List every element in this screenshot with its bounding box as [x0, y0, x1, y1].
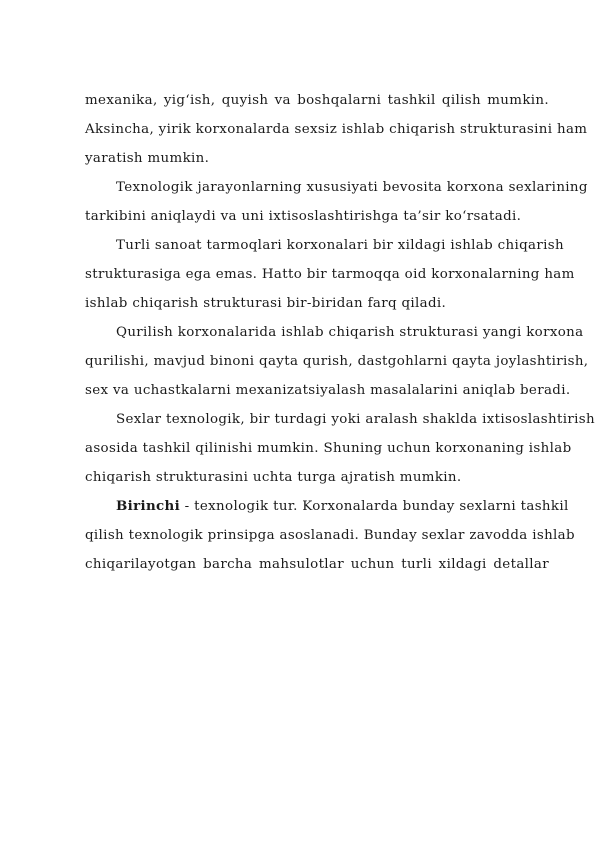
bold-term-birinchi: Birinchi — [116, 498, 181, 514]
text-body — [85, 86, 595, 492]
text-line: Qurilish korxonalarida ishlab chiqarish strukturasi yangi korxona — [116, 325, 584, 340]
text-line: Aksincha, yirik korxonalarda sexsiz ishlab chiqarish strukturasini ham — [85, 122, 588, 137]
text-line: Turli sanoat tarmoqlari korxonalari bir xildagi ishlab chiqarish — [116, 238, 564, 253]
paragraph-birinchi-line-1 — [85, 492, 569, 521]
text-line: qurilishi, mavjud binoni qayta qurish, dastgohlarni qayta joylashtirish, — [85, 354, 589, 369]
text-line: Sexlar texnologik, bir turdagi yoki aralash shaklda ixtisoslashtirish — [116, 412, 595, 427]
text-line: chiqarish strukturasini uchta turga ajratish mumkin. — [85, 470, 462, 485]
text-line: asosida tashkil qilinishi mumkin. Shuning uchun korxonaning ishlab — [85, 441, 572, 456]
text-line: tarkibini aniqlaydi va uni ixtisoslashtirishga ta’sir ko‘rsatadi. — [85, 209, 522, 224]
text-line: yaratish mumkin. — [85, 151, 210, 166]
paragraph-birinchi-line-2: qilish texnologik prinsipga asoslanadi. Bunday sexlar zavodda ishlab — [85, 528, 575, 543]
text-line: sex va uchastkalarni mexanizatsiyalash masalalarini aniqlab beradi. — [85, 383, 571, 398]
text-run: - texnologik tur. Korxonalarda bunday sexlarni tashkil — [180, 499, 569, 514]
text-line: mexanika, yig‘ish, quyish va boshqalarni tashkil qilish mumkin. — [85, 93, 549, 108]
text-line: ishlab chiqarish strukturasi bir-biridan farq qiladi. — [85, 296, 447, 311]
text-line: Texnologik jarayonlarning xususiyati bevosita korxona sexlarining — [116, 180, 588, 195]
text-line: strukturasiga ega emas. Hatto bir tarmoqqa oid korxonalarning ham — [85, 267, 575, 282]
document-page — [85, 86, 595, 579]
paragraph-birinchi-line-3: chiqarilayotgan barcha mahsulotlar uchun turli xildagi detallar — [85, 557, 549, 572]
